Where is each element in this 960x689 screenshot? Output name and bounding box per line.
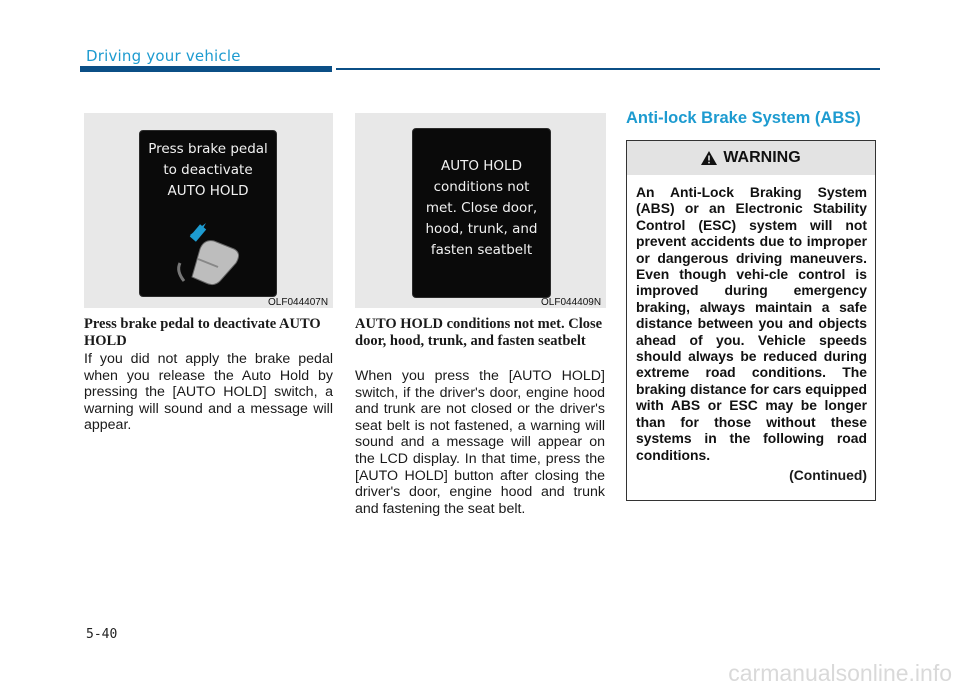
lcd-screen <box>139 130 277 297</box>
continued-label: (Continued) <box>789 466 867 483</box>
lcd-message: AUTO HOLD conditions not met. Close door, hood, trunk, and fasten seatbelt <box>425 158 538 258</box>
body-auto-hold: When you press the [AUTO HOLD] switch, if the driver's door, engine hood and trunk are not closed or the driver's seat belt is not fastened, a warning will sound and a message will appear on the LCD display. In that time, press the [AUTO HOLD] button after closing the driver's door, engine hood and trunk and fastening the seat belt. <box>355 368 605 517</box>
figure-brake-pedal <box>84 113 333 308</box>
warning-box <box>626 140 876 501</box>
header-rule <box>336 68 880 70</box>
warning-label: WARNING <box>723 149 801 166</box>
warning-header <box>627 141 875 175</box>
lcd-screen <box>412 128 551 298</box>
section-header: Driving your vehicle <box>86 47 241 65</box>
header-bar <box>80 66 332 72</box>
watermark: carmanualsonline.info <box>728 660 952 686</box>
brake-pedal-icon <box>170 219 250 289</box>
figure-id-2: OLF044409N <box>541 297 602 308</box>
warning-text: An Anti-Lock Braking System (ABS) or an Electronic Stability Control (ESC) system will not prevent accidents due to improper or dangerous driving maneuvers. Even though vehi-cle control is improved during emergency braking, always maintain a safe distance between you and objects ahead of you. Vehicle speeds should always be reduced during extreme road conditions. The braking distance for cars equipped with ABS or ESC may be longer than for those without these systems in the following road conditions. <box>636 184 867 463</box>
figure-auto-hold-conditions <box>355 113 606 308</box>
body-brake-pedal: If you did not apply the brake pedal when you release the Auto Hold by pressing the [AUTO HOLD] switch, a warning will sound and a message will appear. <box>84 351 333 434</box>
lcd-message: Press brake pedal to deactivate AUTO HOLD <box>148 141 268 199</box>
page-number: 5-40 <box>86 627 118 642</box>
subheading-auto-hold: AUTO HOLD conditions not met. Close door, hood, trunk, and fasten seatbelt <box>355 316 603 349</box>
subheading-brake-pedal: Press brake pedal to deactivate AUTO HOLD <box>84 316 321 349</box>
figure-id-1: OLF044407N <box>268 297 329 308</box>
section-title-abs: Anti-lock Brake System (ABS) <box>626 109 861 127</box>
warning-triangle-icon <box>701 151 717 165</box>
